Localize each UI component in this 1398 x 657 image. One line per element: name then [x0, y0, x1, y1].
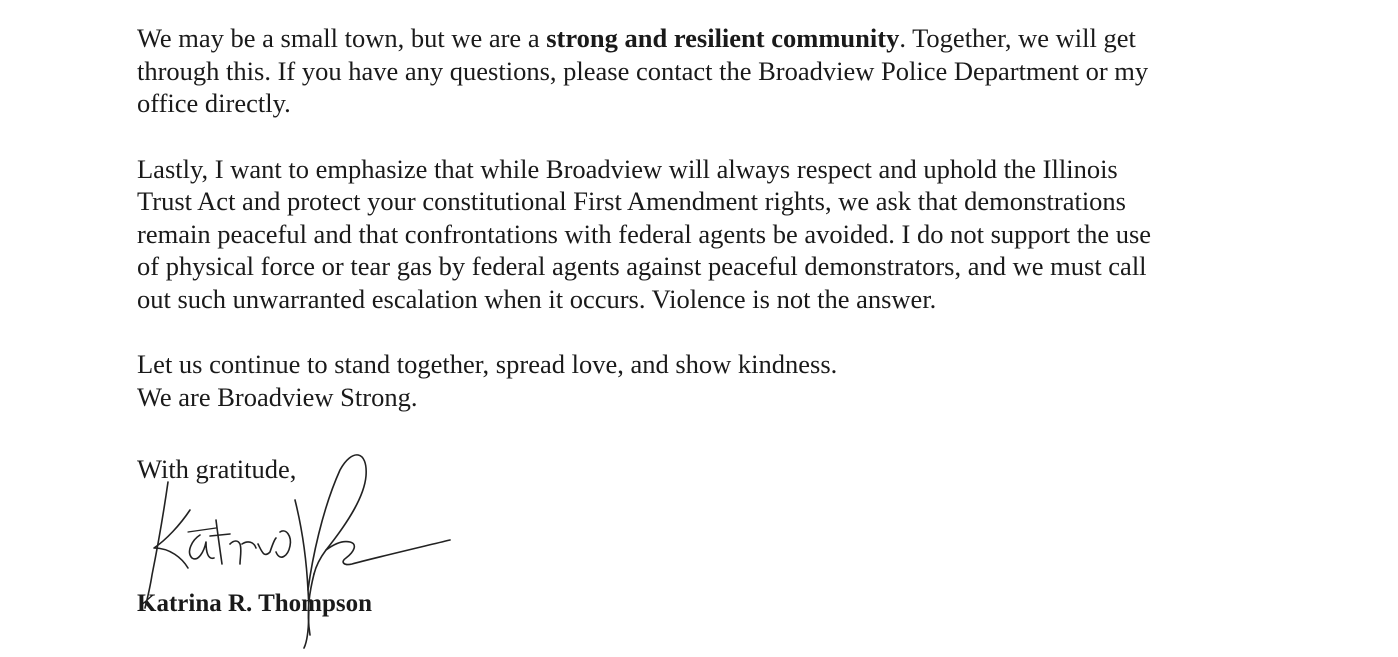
- paragraph-line: Let us continue to stand together, spread love, and show kindness.: [137, 349, 838, 379]
- paragraph-line: office directly.: [137, 88, 291, 118]
- paragraph-peaceful-demonstrations: [137, 153, 1267, 316]
- paragraph-line: Trust Act and protect your constitutional First Amendment rights, we ask that demonstrations: [137, 186, 1126, 216]
- letter-body: [137, 22, 1267, 446]
- paragraph-community: [137, 22, 1267, 120]
- paragraph-line: of physical force or tear gas by federal agents against peaceful demonstrators, and we must call: [137, 251, 1147, 281]
- signer-name: Katrina R. Thompson: [137, 590, 373, 617]
- paragraph-stand-together: [137, 348, 1267, 413]
- bold-phrase: strong and resilient community: [546, 23, 900, 53]
- paragraph-line: Lastly, I want to emphasize that while Broadview will always respect and uphold the Illinois: [137, 153, 1118, 184]
- paragraph-line: through this. If you have any questions, please contact the Broadview Police Department or my: [137, 55, 1149, 86]
- paragraph-line: remain peaceful and that confrontations with federal agents be avoided. I do not support the use: [137, 218, 1152, 249]
- paragraph-line: out such unwarranted escalation when it occurs. Violence is not the answer.: [137, 283, 937, 314]
- closing-salutation: With gratitude,: [137, 454, 297, 484]
- text-run: . Together, we will get: [899, 23, 1136, 53]
- paragraph-line: [137, 22, 1267, 55]
- text-run: We may be a small town, but we are a: [137, 23, 547, 53]
- paragraph-line: We are Broadview Strong.: [137, 381, 418, 412]
